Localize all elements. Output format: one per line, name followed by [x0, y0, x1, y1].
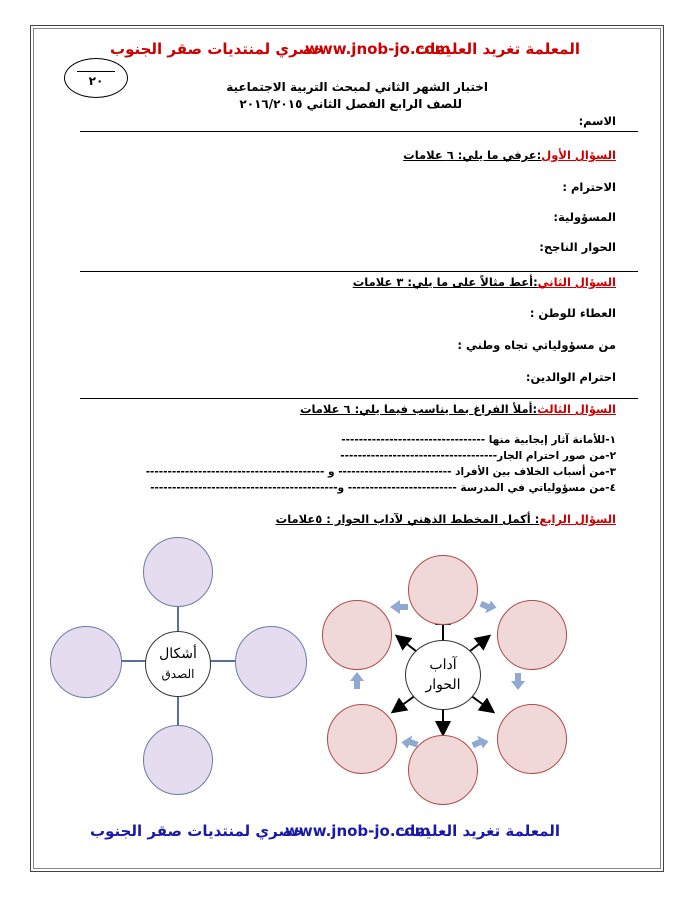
q3-item-3: ٣-من أسباب الخلاف بين الأفراد -------------------------- و ----------------------------------------- — [145, 466, 616, 478]
header-exclusive: حصري لمنتديات صقر الجنوب — [110, 40, 325, 58]
q3-heading — [300, 402, 616, 416]
q4-text: : أكمل المخطط الذهني لآداب الحوار : ٥علامات — [275, 512, 540, 526]
divider-1 — [80, 131, 638, 132]
q1-number: السؤال الأول — [541, 148, 616, 162]
left-center-line1: أشكال — [159, 646, 197, 662]
right-center-line1: آداب — [429, 657, 457, 673]
footer-site: www.jnob-jo.com — [285, 822, 431, 840]
q2-item-3: احترام الوالدين: — [525, 370, 616, 384]
right-circle-top-left[interactable] — [322, 600, 392, 670]
left-center-label — [145, 644, 211, 684]
right-circle-top-right[interactable] — [497, 600, 567, 670]
score-total: ٢٠ — [88, 74, 104, 88]
q2-text: :أعط مثالاً على ما يلي: ٣ علامات — [352, 275, 538, 289]
q2-number: السؤال الثاني — [537, 275, 616, 289]
q1-text: :عرفي ما يلي: ٦ علامات — [403, 148, 542, 162]
q3-item-4: ٤-من مسؤولياتي في المدرسة ------------------------- و------------------------------------------- — [150, 482, 616, 494]
q3-item-1: ١-للأمانة آثار إيجابية منها --------------------------------- — [341, 434, 616, 446]
header-site: www.jnob-jo.com — [305, 40, 451, 58]
left-circle-left[interactable] — [50, 626, 122, 698]
footer-exclusive: حصري لمنتديات صقر الجنوب — [90, 822, 305, 840]
right-circle-bottom[interactable] — [408, 735, 478, 805]
q4-heading — [276, 512, 616, 526]
left-center-line2: الصدق — [161, 667, 195, 681]
q2-item-2: من مسؤولياتي تجاه وطني : — [457, 338, 616, 352]
header-teacher: المعلمة تغريد العليمات — [415, 40, 580, 58]
right-center-label — [405, 655, 481, 695]
q2-heading — [353, 275, 616, 289]
divider-2 — [80, 271, 638, 272]
q3-text: :أملأ الفراغ بما يناسب فيما يلي: ٦ علامات — [299, 402, 538, 416]
q3-item-2: ٢-من صور احترام الجار------------------------------------ — [340, 450, 616, 462]
exam-title-line1: اختبار الشهر الثاني لمبحث التربية الاجتماعية — [226, 80, 488, 94]
q1-heading — [403, 148, 616, 162]
right-circle-bottom-right[interactable] — [497, 704, 567, 774]
right-circle-top[interactable] — [408, 555, 478, 625]
q1-item-2: المسؤولية: — [553, 210, 616, 224]
q1-item-1: الاحترام : — [562, 180, 616, 194]
left-circle-bottom[interactable] — [143, 725, 213, 795]
footer-teacher: المعلمة تغريد العليمات — [395, 822, 560, 840]
exam-title-line2: للصف الرابع الفصل الثاني ٢٠١٦/٢٠١٥ — [239, 97, 462, 111]
name-label: الاسم: — [578, 114, 616, 128]
q1-item-3: الحوار الناجح: — [539, 240, 616, 254]
right-circle-bottom-left[interactable] — [327, 704, 397, 774]
q4-number: السؤال الرابع — [539, 512, 616, 526]
left-circle-right[interactable] — [235, 626, 307, 698]
right-center-line2: الحوار — [425, 677, 461, 693]
left-circle-top[interactable] — [143, 537, 213, 607]
q2-item-1: العطاء للوطن : — [529, 306, 616, 320]
q3-number: السؤال الثالث — [537, 402, 616, 416]
divider-3 — [80, 398, 638, 399]
score-box — [64, 58, 128, 98]
